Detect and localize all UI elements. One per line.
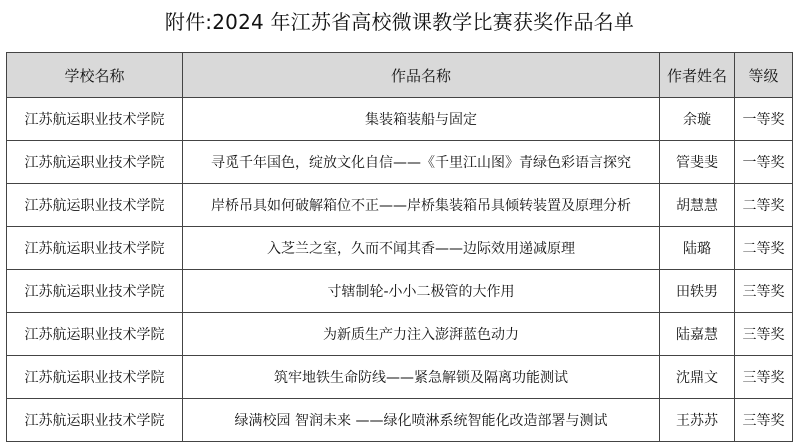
- cell-author: 陆璐: [660, 227, 735, 270]
- cell-author: 田轶男: [660, 270, 735, 313]
- cell-school: 江苏航运职业技术学院: [7, 356, 183, 399]
- awards-table: [6, 52, 793, 442]
- header-school-name: 学校名称: [7, 53, 183, 98]
- cell-author: 余璇: [660, 98, 735, 141]
- table-row: [7, 98, 793, 141]
- cell-work: 寸辖制轮-小小二极管的大作用: [183, 270, 660, 313]
- table-header-row: [7, 53, 793, 98]
- cell-grade: 三等奖: [735, 313, 793, 356]
- header-author-name: 作者姓名: [660, 53, 735, 98]
- cell-work: 集装箱装船与固定: [183, 98, 660, 141]
- cell-author: 胡慧慧: [660, 184, 735, 227]
- table-row: [7, 270, 793, 313]
- cell-grade: 二等奖: [735, 184, 793, 227]
- cell-author: 王苏苏: [660, 399, 735, 442]
- table-row: [7, 227, 793, 270]
- document-title: 附件:2024 年江苏省高校微课教学比赛获奖作品名单: [164, 10, 635, 34]
- cell-work: 绿满校园 智润未来 ——绿化喷淋系统智能化改造部署与测试: [183, 399, 660, 442]
- cell-work: 岸桥吊具如何破解箱位不正——岸桥集装箱吊具倾转装置及原理分析: [183, 184, 660, 227]
- header-grade: 等级: [735, 53, 793, 98]
- cell-grade: 二等奖: [735, 227, 793, 270]
- table-row: [7, 184, 793, 227]
- cell-grade: 三等奖: [735, 270, 793, 313]
- cell-grade: 三等奖: [735, 399, 793, 442]
- cell-work: 寻觅千年国色，绽放文化自信——《千里江山图》青绿色彩语言探究: [183, 141, 660, 184]
- cell-school: 江苏航运职业技术学院: [7, 270, 183, 313]
- cell-author: 管斐斐: [660, 141, 735, 184]
- cell-school: 江苏航运职业技术学院: [7, 399, 183, 442]
- cell-author: 沈鼎文: [660, 356, 735, 399]
- cell-grade: 三等奖: [735, 356, 793, 399]
- table-row: [7, 356, 793, 399]
- table-row: [7, 399, 793, 442]
- cell-work: 入芝兰之室，久而不闻其香——边际效用递减原理: [183, 227, 660, 270]
- table-row: [7, 141, 793, 184]
- header-work-name: 作品名称: [183, 53, 660, 98]
- cell-school: 江苏航运职业技术学院: [7, 227, 183, 270]
- cell-author: 陆嘉慧: [660, 313, 735, 356]
- cell-school: 江苏航运职业技术学院: [7, 141, 183, 184]
- cell-work: 筑牢地铁生命防线——紧急解锁及隔离功能测试: [183, 356, 660, 399]
- cell-grade: 一等奖: [735, 141, 793, 184]
- cell-school: 江苏航运职业技术学院: [7, 98, 183, 141]
- cell-work: 为新质生产力注入澎湃蓝色动力: [183, 313, 660, 356]
- cell-grade: 一等奖: [735, 98, 793, 141]
- cell-school: 江苏航运职业技术学院: [7, 313, 183, 356]
- table-row: [7, 313, 793, 356]
- cell-school: 江苏航运职业技术学院: [7, 184, 183, 227]
